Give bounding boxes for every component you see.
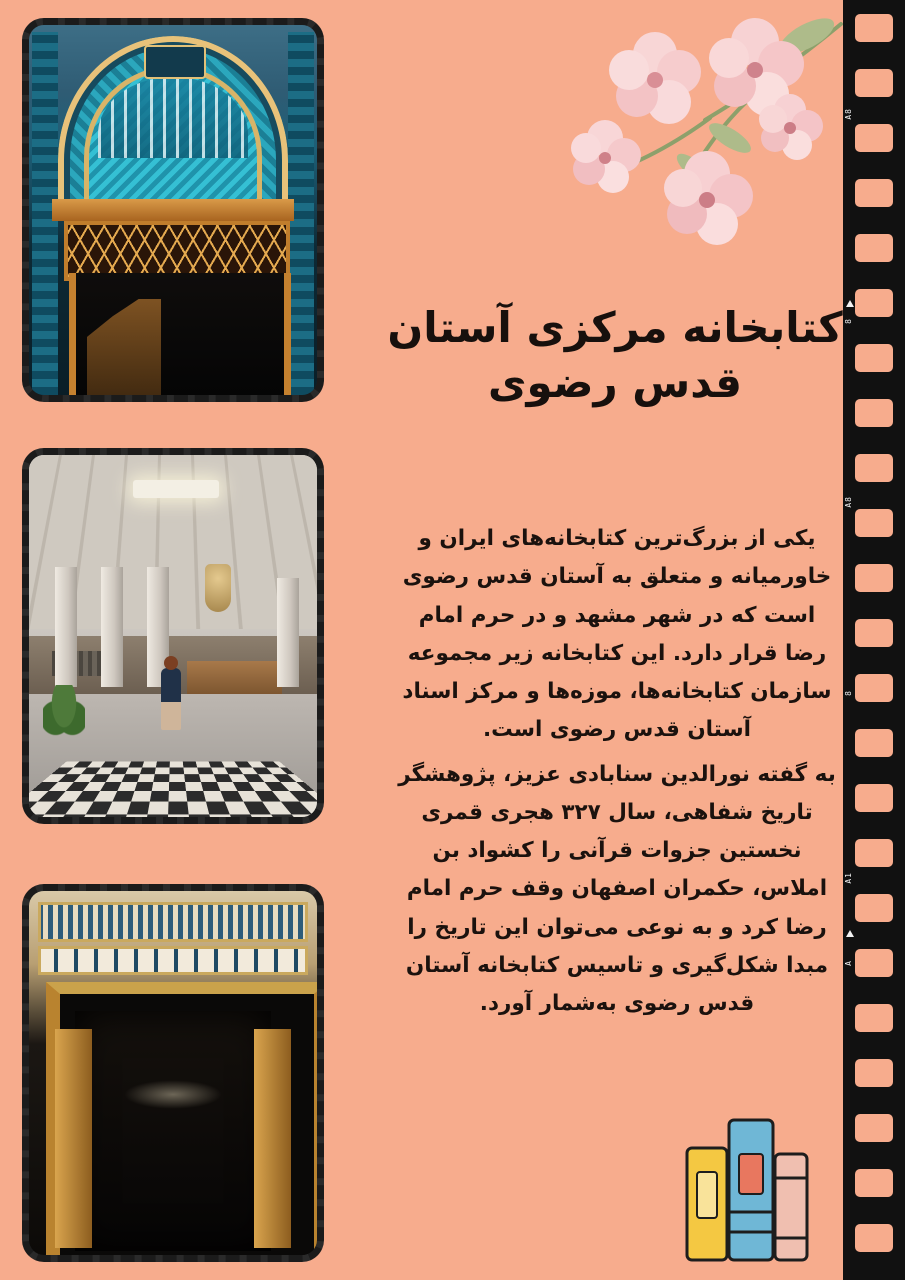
paragraph-2: به گفته نورالدین سنابادی عزیز، پژوهشگر تاریخ شفاهی، سال ۳۲۷ هجری قمری نخستین جزوات قرآنی را کشواد بن املاس، حکمران اصفهان وقف حرم امام رضا کرد و به نوعی می‌توان این تاریخ را مبدا شکل‌گیری و تاسیس کتابخانه آستان قدس رضوی به‌شمار آورد.: [398, 761, 836, 1017]
paragraph-1: یکی از بزرگ‌ترین کتابخانه‌های ایران و خاورمیانه و متعلق به آستان قدس رضوی است که در شهر مشهد و در حرم امام رضا قرار دارد. این کتابخانه زیر مجموعه سازمان کتابخانه‌ها، موزه‌ها و مرکز اسناد آستان قدس رضوی است.: [402, 526, 832, 743]
photo-library-hall-image: [29, 455, 317, 817]
photo-ornate-doorway: [22, 884, 324, 1262]
body-text: [397, 520, 837, 1029]
film-hole: [855, 1169, 893, 1197]
film-hole: [855, 949, 893, 977]
page-title: کتابخانه مرکزی آستان قدس رضوی: [387, 303, 843, 408]
film-mark: A1: [844, 872, 853, 884]
film-hole: [855, 1059, 893, 1087]
film-hole: [855, 894, 893, 922]
film-hole: [855, 289, 893, 317]
film-hole: [855, 729, 893, 757]
film-strip: [843, 0, 905, 1280]
film-edge-markings: [844, 0, 856, 1280]
film-hole: [855, 454, 893, 482]
film-hole: [855, 344, 893, 372]
film-hole: [855, 1114, 893, 1142]
film-hole: [855, 619, 893, 647]
film-hole: [855, 839, 893, 867]
photo-tiled-portal-image: [29, 25, 317, 395]
film-hole: [855, 69, 893, 97]
film-hole: [855, 784, 893, 812]
film-mark: A8: [844, 496, 853, 508]
photo-ornate-doorway-image: [29, 891, 317, 1255]
film-hole: [855, 179, 893, 207]
film-mark: A8: [844, 108, 853, 120]
film-hole: [855, 674, 893, 702]
film-hole: [855, 1004, 893, 1032]
photo-library-hall: [22, 448, 324, 824]
photo-tiled-portal: [22, 18, 324, 402]
film-mark: A: [844, 960, 853, 966]
film-hole: [855, 564, 893, 592]
film-hole: [855, 124, 893, 152]
film-hole: [855, 509, 893, 537]
film-hole: [855, 1224, 893, 1252]
cherry-blossom-branch-icon: [455, 10, 855, 280]
film-hole: [855, 14, 893, 42]
film-hole: [855, 399, 893, 427]
film-hole: [855, 234, 893, 262]
film-mark: 8: [844, 690, 853, 696]
film-mark: 8: [844, 318, 853, 324]
film-perforations: [855, 0, 893, 1280]
